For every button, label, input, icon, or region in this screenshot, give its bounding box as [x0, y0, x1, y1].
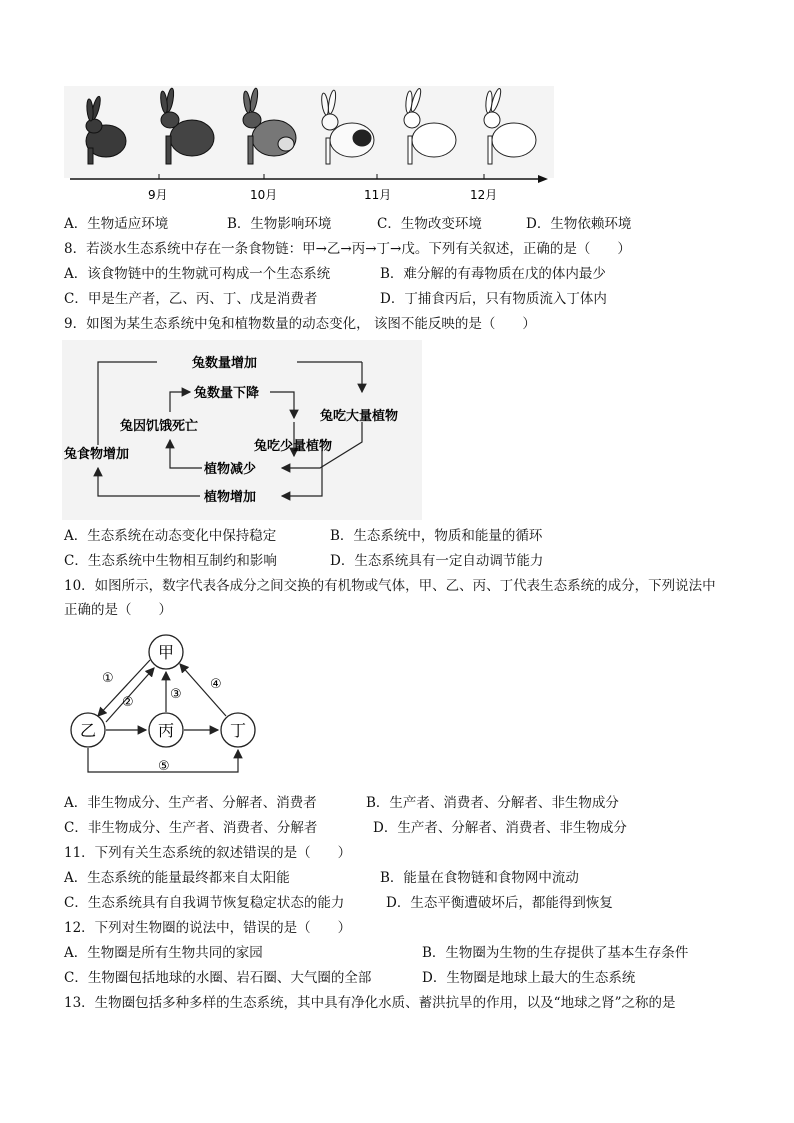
q9-option-a[interactable]: A．生态系统在动态变化中保持稳定 — [64, 528, 277, 544]
q10-option-d[interactable]: D．生产者、分解者、消费者、非生物成分 — [373, 820, 627, 836]
q9-cycle-diagram — [62, 340, 422, 520]
q11-stem: 11．下列有关生态系统的叙述错误的是（ ） — [64, 845, 352, 861]
node-label-ding: 丁 — [230, 721, 247, 740]
label-rabbit-increase: 兔数量增加 — [192, 356, 258, 371]
arrow-label-3: ③ — [170, 687, 182, 702]
q11-option-c[interactable]: C．生态系统具有自我调节恢复稳定状态的能力 — [64, 895, 345, 911]
month-label-9: 9月 — [148, 188, 168, 202]
q10-stem-line2: 正确的是（ ） — [64, 602, 172, 618]
month-label-12: 12月 — [470, 188, 498, 202]
q7-option-a[interactable]: A．生物适应环境 — [64, 216, 169, 232]
q8-option-d[interactable]: D．丁捕食丙后，只有物质流入丁体内 — [380, 291, 607, 307]
q9-stem: 9．如图为某生态系统中兔和植物数量的动态变化， 该图不能反映的是（ ） — [64, 316, 536, 332]
q8-option-b[interactable]: B．难分解的有毒物质在戊的体内最少 — [380, 266, 606, 282]
label-rabbit-decrease: 兔数量下降 — [194, 386, 260, 401]
q12-option-d[interactable]: D．生物圈是地球上最大的生态系统 — [422, 970, 636, 986]
q7-option-d[interactable]: D．生物依赖环境 — [526, 216, 632, 232]
rabbit-season-figure — [64, 86, 554, 206]
q10-option-c[interactable]: C．非生物成分、生产者、消费者、分解者 — [64, 820, 318, 836]
q10-option-b[interactable]: B．生产者、消费者、分解者、非生物成分 — [366, 795, 619, 811]
label-rabbit-starve: 兔因饥饿死亡 — [120, 419, 199, 434]
q13-stem: 13．生物圈包括多种多样的生态系统，其中具有净化水质、蓄洪抗旱的作用，以及“地球之肾”之称的是 — [64, 995, 676, 1011]
q8-option-a[interactable]: A．该食物链中的生物就可构成一个生态系统 — [64, 266, 331, 282]
label-rabbit-eat-few: 兔吃少量植物 — [254, 439, 333, 454]
q10-stem-line1: 10．如图所示，数字代表各成分之间交换的有机物或气体，甲、乙、丙、丁代表生态系统的成分，下列说法中 — [64, 578, 716, 594]
q7-option-c[interactable]: C．生物改变环境 — [377, 216, 482, 232]
q12-option-b[interactable]: B．生物圈为生物的生存提供了基本生存条件 — [422, 945, 689, 961]
month-label-11: 11月 — [364, 188, 392, 202]
q9-option-d[interactable]: D．生态系统具有一定自动调节能力 — [330, 553, 544, 569]
q12-option-a[interactable]: A．生物圈是所有生物共同的家园 — [64, 945, 263, 961]
q11-option-b[interactable]: B．能量在食物链和食物网中流动 — [380, 870, 579, 886]
node-label-yi: 乙 — [80, 721, 97, 740]
q9-option-c[interactable]: C．生态系统中生物相互制约和影响 — [64, 553, 277, 569]
label-rabbit-food-increase: 兔食物增加 — [64, 447, 130, 462]
q11-option-d[interactable]: D．生态平衡遭破坏后，都能得到恢复 — [386, 895, 613, 911]
q7-option-b[interactable]: B．生物影响环境 — [227, 216, 332, 232]
arrow-label-1: ① — [102, 671, 114, 686]
q8-stem: 8．若淡水生态系统中存在一条食物链：甲→乙→丙→丁→戊。下列有关叙述，正确的是（ ） — [64, 241, 631, 257]
q8-option-c[interactable]: C．甲是生产者，乙、丙、丁、戊是消费者 — [64, 291, 318, 307]
month-label-10: 10月 — [250, 188, 278, 202]
q11-option-a[interactable]: A．生态系统的能量最终都来自太阳能 — [64, 870, 290, 886]
label-plant-increase: 植物增加 — [204, 490, 257, 505]
node-label-bing: 丙 — [158, 721, 175, 740]
arrow-label-2: ② — [122, 695, 134, 710]
q10-option-a[interactable]: A．非生物成分、生产者、分解者、消费者 — [64, 795, 317, 811]
q9-option-b[interactable]: B．生态系统中，物质和能量的循环 — [330, 528, 543, 544]
label-plant-decrease: 植物减少 — [204, 462, 257, 477]
q12-option-c[interactable]: C．生物圈包括地球的水圈、岩石圈、大气圈的全部 — [64, 970, 372, 986]
node-label-jia: 甲 — [158, 643, 175, 662]
label-rabbit-eat-many: 兔吃大量植物 — [320, 409, 399, 424]
arrow-label-5: ⑤ — [158, 759, 170, 774]
q10-ecosystem-diagram — [62, 630, 282, 782]
q12-stem: 12．下列对生物圈的说法中，错误的是（ ） — [64, 920, 352, 936]
arrow-label-4: ④ — [210, 677, 222, 692]
